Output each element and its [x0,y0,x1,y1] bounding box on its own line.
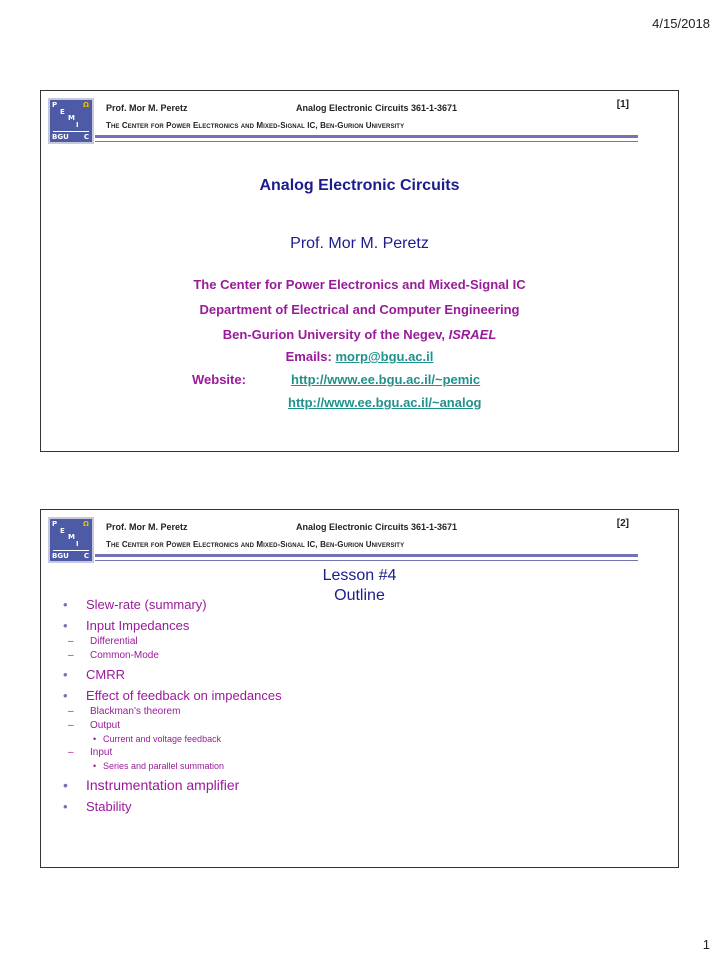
country: ISRAEL [448,327,497,342]
outline-subitem: – Common-Mode [63,650,282,661]
header-divider-thin [95,141,638,142]
page-number: 1 [702,937,710,952]
slide-title: Analog Electronic Circuits [259,177,460,194]
website-label: Website: [192,372,246,387]
lesson-title: Lesson #4 [322,567,397,584]
outline-title: Outline [334,587,385,604]
slide-2 [40,509,679,868]
header-divider [95,135,638,138]
outline-subitem: – Output [63,720,282,731]
header-org: The Center for Power Electronics and Mixed-Signal IC, Ben-Gurion University [106,540,405,549]
outline-item: • Input Impedances [63,618,282,633]
outline-subitem: – Differential [63,636,282,647]
header-divider [95,554,638,557]
slide-number: [2] [616,518,629,529]
affiliation-department: Department of Electrical and Computer Engineering [199,302,520,317]
outline-list [63,597,282,820]
outline-subsubitem: • Current and voltage feedback [63,734,282,744]
page-date: 4/15/2018 [652,16,710,31]
outline-item: • Instrumentation amplifier [63,777,282,793]
outline-item: • Effect of feedback on impedances [63,688,282,703]
header-course: Analog Electronic Circuits 361-1-3671 [296,522,458,532]
presenter-name: Prof. Mor M. Peretz [290,235,429,252]
outline-item: • CMRR [63,667,282,682]
website-link-pemic[interactable]: http://www.ee.bgu.ac.il/~pemic [291,372,481,387]
slide-number: [1] [616,99,629,110]
header-divider-thin [95,560,638,561]
outline-item: • Stability [63,799,282,814]
outline-subitem: – Input [63,747,282,758]
header-course: Analog Electronic Circuits 361-1-3671 [296,103,458,113]
website-link-analog[interactable]: http://www.ee.bgu.ac.il/~analog [288,395,482,410]
affiliation-center: The Center for Power Electronics and Mixed-Signal IC [193,277,526,292]
outline-item: • Slew-rate (summary) [63,597,282,612]
emails-line: Emails: morp@bgu.ac.il [285,349,434,364]
pemic-logo: P Ω E M I BGU C [48,98,94,144]
header-author: Prof. Mor M. Peretz [106,522,188,532]
pemic-logo: P Ω E M I BGU C [48,517,94,563]
slide-1 [40,90,679,452]
outline-subitem: – Blackman’s theorem [63,706,282,717]
header-org: The Center for Power Electronics and Mixed-Signal IC, Ben-Gurion University [106,121,405,130]
affiliation-university: Ben-Gurion University of the Negev, ISRAEL [222,327,497,342]
email-link[interactable]: morp@bgu.ac.il [335,349,434,364]
outline-subsubitem: • Series and parallel summation [63,761,282,771]
header-author: Prof. Mor M. Peretz [106,103,188,113]
